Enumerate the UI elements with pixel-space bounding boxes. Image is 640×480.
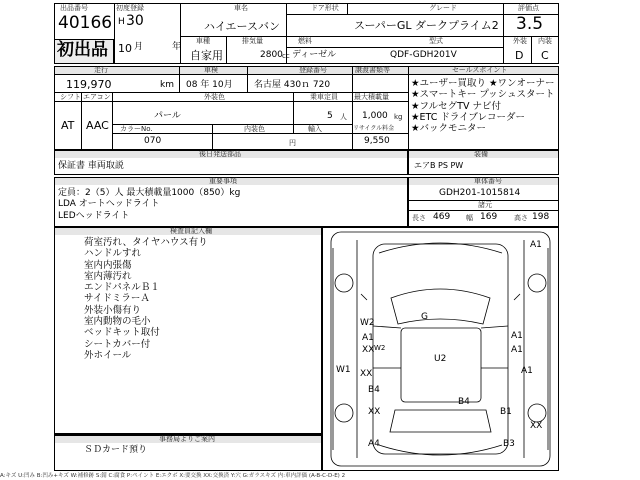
divider	[54, 74, 559, 75]
recycle-fee: 9,550	[364, 136, 390, 146]
damage-mark: A1	[511, 345, 523, 355]
notes-label: 譲渡書類等	[355, 66, 390, 74]
divider	[212, 124, 213, 150]
color: パール	[154, 111, 181, 121]
sales-point-1: ★ユーザー買取り ★ワンオーナー	[411, 78, 555, 89]
inspector-label: 検査員記入欄	[170, 227, 212, 235]
lot-number-label: 出品番号	[60, 4, 88, 12]
inspector-note: 室内薄汚れ	[84, 270, 132, 282]
damage-mark: A1	[511, 331, 523, 341]
divider	[114, 3, 115, 64]
sales-point-2: ★スマートキー プッシュスタート	[411, 89, 555, 101]
ac-label: エアコン	[83, 93, 111, 101]
displacement-unit: cc	[282, 52, 290, 60]
capacity-label: 乗車定員	[310, 93, 338, 101]
damage-mark: G	[421, 312, 428, 322]
recycle-label: リサイクル料金	[353, 125, 395, 132]
interior-grade: C	[541, 49, 549, 62]
height: 198	[532, 212, 550, 222]
auction-sheet	[54, 3, 559, 471]
inspector-note: 室内内張傷	[84, 259, 132, 271]
length-label: 長さ	[412, 214, 426, 222]
divider	[286, 3, 287, 64]
car-name-label: 車名	[234, 4, 248, 12]
score-label: 評価点	[518, 4, 539, 12]
vehicle-type: 自家用	[190, 49, 223, 62]
model-label: 型式	[429, 37, 443, 45]
width: 169	[480, 212, 498, 222]
divider	[54, 433, 322, 434]
documents-value: 保証書 車両取説	[58, 161, 124, 171]
damage-mark: U2	[434, 354, 447, 364]
spec-lines	[58, 188, 240, 222]
inspection-label: 車検	[204, 66, 218, 74]
max-load-unit: kg	[394, 113, 403, 121]
damage-map	[322, 227, 559, 471]
damage-mark: XX	[360, 369, 373, 379]
vehicle-type-label: 車種	[196, 37, 210, 45]
exterior-grade: D	[515, 49, 524, 62]
plate-label: 登録番号	[299, 66, 327, 74]
import-label: 輸入	[308, 125, 322, 133]
damage-mark: XX	[368, 407, 381, 417]
dimensions-label: 諸元	[478, 201, 492, 209]
grade: スーパーGL ダークプライム2	[354, 19, 499, 32]
damage-mark: A1	[362, 333, 374, 343]
inspector-note: サイドミラーＡ	[84, 293, 150, 305]
damage-mark: B3	[503, 439, 515, 449]
doors-label: ドア形状	[311, 4, 339, 12]
chassis-label: 車体番号	[474, 177, 502, 185]
ac: AAC	[86, 119, 109, 132]
damage-mark: XX	[530, 421, 543, 431]
spec-label: 重要事項	[209, 177, 237, 185]
spec-line-3: LEDヘッドライト	[58, 210, 130, 221]
inspection: 08 年 10月	[186, 80, 233, 90]
month-unit: 月	[134, 42, 144, 52]
fuel: ディーゼル	[292, 50, 337, 60]
height-label: 高さ	[514, 214, 528, 222]
capacity-unit: 人	[340, 113, 347, 121]
color-no-label: カラーNo.	[120, 125, 153, 133]
inspector-note: エンドパネルＢ１	[84, 282, 160, 294]
year-unit: 年	[172, 42, 182, 52]
equipment-label: 装備	[474, 150, 488, 158]
damage-mark: W2	[374, 344, 386, 352]
office-notes-value: ＳＤカード預り	[84, 445, 148, 455]
model: QDF-GDH201V	[390, 50, 457, 60]
sales-point-5: ★バックモニター	[411, 123, 487, 135]
spec-line-2: LDA オートヘッドライト	[58, 199, 160, 210]
divider	[531, 36, 532, 64]
legend-footer: A:キズ U:凹み B:凹み+キズ W:補修跡 S:錆 C:腐食 P:ペイント E:エクボ X:要交換 XX:交換済 Y:穴 G:ガラスキズ 内:車内評価 (A-B-C-D-E) 2	[0, 473, 346, 479]
width-label: 幅	[466, 214, 473, 222]
sales-point-3: ★フルセグTV ナビ付	[411, 100, 501, 112]
score: 3.5	[516, 14, 544, 34]
color-label: 外装色	[204, 93, 225, 101]
grade-label: グレード	[429, 4, 457, 12]
displacement: 2800	[260, 50, 283, 60]
shift-label: シフト	[60, 93, 81, 101]
inspector-note: ベッドキット取付	[84, 327, 160, 339]
divider	[247, 66, 248, 92]
divider	[54, 101, 408, 102]
year-era: H	[118, 17, 125, 27]
divider	[286, 47, 503, 48]
sales-points-list	[411, 78, 555, 134]
damage-mark: W2	[360, 318, 375, 328]
equipment-value: エアB PS PW	[414, 161, 464, 170]
inspector-notes	[84, 237, 208, 361]
mileage-unit: km	[160, 80, 174, 90]
interior-color-label: 内装色	[244, 125, 265, 133]
damage-mark: B4	[458, 397, 470, 407]
damage-mark: W1	[336, 365, 351, 375]
office-notes-label: 事務局よりご案内	[159, 435, 215, 443]
divider	[408, 210, 559, 211]
capacity: 5	[327, 111, 333, 121]
divider	[179, 66, 180, 92]
recycle-unit: 円	[289, 139, 296, 147]
exterior-label: 外装	[513, 37, 527, 45]
length: 469	[433, 212, 451, 222]
damage-mark: A1	[521, 366, 533, 376]
spec-line-1: 定員：2（5）人 最大積載量1000（850）kg	[58, 188, 241, 198]
damage-mark: A4	[368, 439, 380, 449]
month: 10	[118, 42, 132, 55]
new-listing-badge: 初出品	[57, 40, 108, 60]
color-no: 070	[144, 136, 162, 146]
interior-label: 内装	[538, 37, 552, 45]
mileage-label: 走行	[94, 66, 108, 74]
inspector-note: 外ホイール	[84, 349, 132, 361]
damage-mark: A1	[530, 240, 542, 250]
damage-mark: B4	[368, 385, 380, 395]
chassis-number: GDH201-1015814	[439, 188, 521, 198]
divider	[180, 3, 181, 64]
divider	[293, 92, 294, 133]
divider	[352, 66, 353, 150]
car-name: ハイエースバン	[204, 20, 281, 33]
year: 30	[126, 13, 144, 29]
documents-label: 後日発送部品	[199, 150, 241, 158]
shift: AT	[61, 119, 75, 132]
lot-number: 40166	[58, 13, 113, 33]
inspector-note: ハンドルすれ	[84, 248, 142, 260]
fuel-label: 燃料	[298, 37, 312, 45]
sales-point-4: ★ETC ドライブレコーダー	[411, 111, 525, 123]
damage-mark: XX	[362, 345, 375, 355]
mileage: 119,970	[66, 78, 112, 91]
damage-mark: B1	[500, 407, 512, 417]
divider	[226, 36, 227, 64]
inspector-note: 荷室汚れ、タイヤハウス有り	[84, 237, 208, 248]
first-reg-label: 初度登録	[116, 4, 144, 12]
divider	[112, 133, 408, 134]
inspector-note: 室内動物の毛小	[84, 316, 151, 328]
inspector-note: 外装小傷有り	[84, 304, 142, 316]
plate: 名古屋 430ｎ 720	[254, 80, 331, 90]
inspector-note: シートカバー付	[84, 338, 151, 350]
divider	[408, 66, 409, 150]
sales-points-label: セールスポイント	[452, 66, 508, 74]
max-load: 1,000	[362, 111, 388, 121]
max-load-label: 最大積載量	[354, 93, 389, 101]
displacement-label: 排気量	[242, 37, 263, 45]
divider	[503, 3, 504, 64]
